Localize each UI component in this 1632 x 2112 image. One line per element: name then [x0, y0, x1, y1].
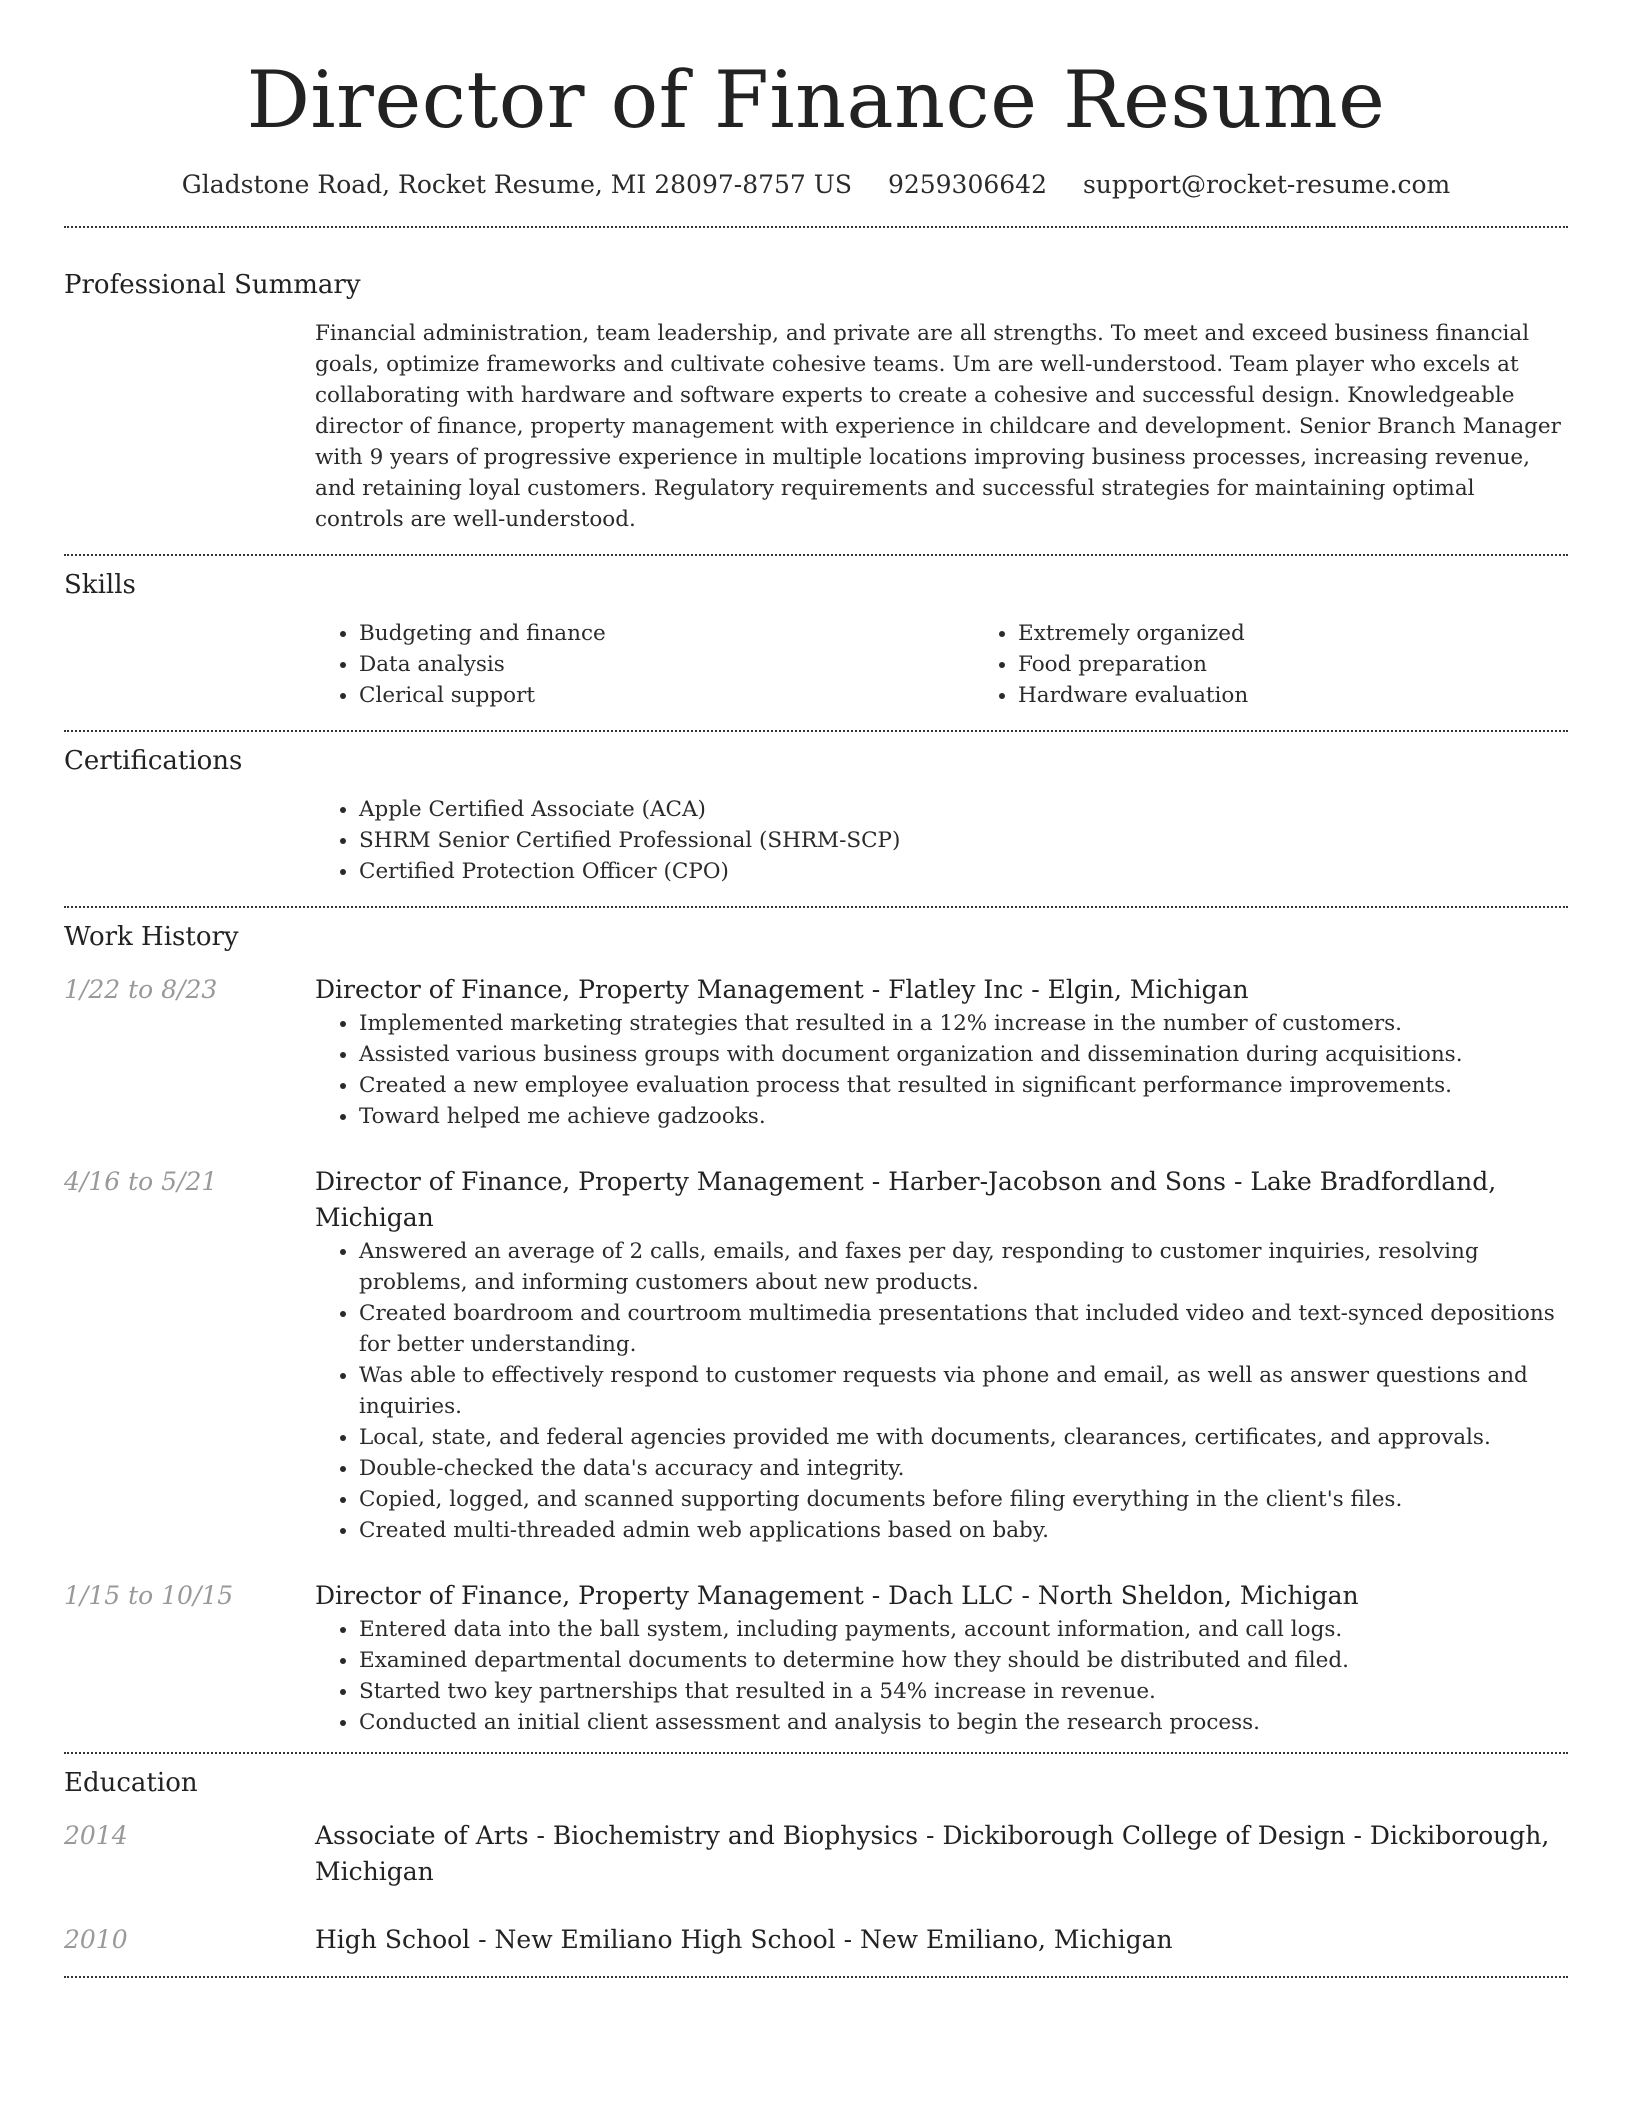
certification-item: • SHRM Senior Certified Professional (SHRM-SCP): [359, 825, 1568, 856]
job-bullet: • Toward helped me achieve gadzooks.: [359, 1101, 1568, 1132]
job-role: Director of Finance, Property Management: [315, 975, 864, 1004]
job-bullet: • Created multi-threaded admin web applications based on baby.: [359, 1515, 1568, 1546]
job-entry: [64, 972, 1568, 1132]
certifications-heading: Certifications: [64, 746, 243, 776]
job-bullet: • Copied, logged, and scanned supporting documents before filing everything in the client's files.: [359, 1484, 1568, 1515]
education-entry: [64, 1922, 1568, 1958]
job-bullets: [315, 1236, 1568, 1546]
skill-item: • Food preparation: [1018, 649, 1632, 680]
skills-list-left: [315, 618, 974, 711]
education-heading: Education: [64, 1768, 198, 1798]
contact-address: Gladstone Road, Rocket Resume, MI 28097-8757 US: [181, 170, 852, 199]
job-details: - Harber-Jacobson and Sons - Lake Bradfordland, Michigan: [315, 1167, 1497, 1232]
education-entry: [64, 1818, 1568, 1890]
education-details: - New Emiliano High School - New Emiliano, Michigan: [470, 1925, 1173, 1954]
job-bullets: [315, 1008, 1568, 1132]
job-bullet: • Double-checked the data's accuracy and integrity.: [359, 1453, 1568, 1484]
job-bullet: • Created boardroom and courtroom multimedia presentations that included video and text-synced depositions for better understanding.: [359, 1298, 1568, 1360]
summary-section: [64, 228, 1568, 535]
job-entry: [64, 1164, 1568, 1546]
education-title: [315, 1922, 1568, 1958]
job-dates: 1/15 to 10/15: [64, 1581, 234, 1610]
job-title: [315, 972, 1568, 1008]
skill-item: • Data analysis: [359, 649, 974, 680]
job-bullet: • Entered data into the ball system, including payments, account information, and call logs.: [359, 1614, 1568, 1645]
job-title: [315, 1164, 1568, 1236]
education-year: 2014: [64, 1821, 128, 1850]
skill-item: • Extremely organized: [1018, 618, 1632, 649]
education-year: 2010: [64, 1925, 128, 1954]
job-dates: 1/22 to 8/23: [64, 975, 218, 1004]
contact-line: [64, 168, 1568, 202]
job-role: Director of Finance, Property Management: [315, 1581, 864, 1610]
skills-section: [64, 556, 1568, 711]
resume-page: [64, 0, 1568, 1978]
skill-item: • Clerical support: [359, 680, 974, 711]
job-bullet: • Assisted various business groups with document organization and dissemination during acquisitions.: [359, 1039, 1568, 1070]
summary-text: Financial administration, team leadership, and private are all strengths. To meet and exceed business financial goals, optimize frameworks and cultivate cohesive teams. Um are well-understood. Team player who excels at collaborating with hardware and software experts to create a cohesive and successful design. Knowledgeable director of finance, property management with experience in childcare and development. Senior Branch Manager with 9 years of progressive experience in multiple locations improving business processes, increasing revenue, and retaining loyal customers. Regulatory requirements and successful strategies for maintaining optimal controls are well-understood.: [315, 321, 1561, 532]
job-bullet: • Answered an average of 2 calls, emails, and faxes per day, responding to customer inquiries, resolving problems, and informing customers about new products.: [359, 1236, 1568, 1298]
work-history-heading: Work History: [64, 922, 239, 952]
job-entry: [64, 1578, 1568, 1738]
skills-list-right: [974, 618, 1632, 711]
job-bullet: • Local, state, and federal agencies provided me with documents, clearances, certificates, and approvals.: [359, 1422, 1568, 1453]
education-section: [64, 1754, 1568, 1958]
contact-phone: 9259306642: [887, 170, 1047, 199]
resume-title: Director of Finance Resume: [246, 54, 1386, 146]
skill-item: • Budgeting and finance: [359, 618, 974, 649]
education-degree: High School: [315, 1925, 471, 1954]
divider: [64, 1976, 1568, 1978]
certification-item: • Apple Certified Associate (ACA): [359, 794, 1568, 825]
job-dates: 4/16 to 5/21: [64, 1167, 218, 1196]
job-bullet: • Conducted an initial client assessment and analysis to begin the research process.: [359, 1707, 1568, 1738]
contact-email: support@rocket-resume.com: [1082, 170, 1451, 199]
education-title: [315, 1818, 1568, 1890]
job-bullet: • Started two key partnerships that resulted in a 54% increase in revenue.: [359, 1676, 1568, 1707]
job-bullet: • Created a new employee evaluation process that resulted in significant performance improvements.: [359, 1070, 1568, 1101]
certifications-list: [315, 794, 1568, 887]
job-title: [315, 1578, 1568, 1614]
certification-item: • Certified Protection Officer (CPO): [359, 856, 1568, 887]
education-degree: Associate of Arts - Biochemistry and Biophysics: [315, 1821, 919, 1850]
certifications-section: [64, 732, 1568, 887]
skills-heading: Skills: [64, 570, 136, 600]
job-bullet: • Examined departmental documents to determine how they should be distributed and filed.: [359, 1645, 1568, 1676]
job-details: - Flatley Inc - Elgin, Michigan: [863, 975, 1249, 1004]
job-details: - Dach LLC - North Sheldon, Michigan: [863, 1581, 1359, 1610]
job-role: Director of Finance, Property Management: [315, 1167, 864, 1196]
work-history-section: [64, 908, 1568, 1738]
education-details: - Dickiborough College of Design - Dickiborough, Michigan: [315, 1821, 1550, 1886]
summary-heading: Professional Summary: [64, 270, 361, 300]
job-bullets: [315, 1614, 1568, 1738]
job-bullet: • Was able to effectively respond to customer requests via phone and email, as well as answer questions and inquiries.: [359, 1360, 1568, 1422]
job-bullet: • Implemented marketing strategies that resulted in a 12% increase in the number of customers.: [359, 1008, 1568, 1039]
skill-item: • Hardware evaluation: [1018, 680, 1632, 711]
